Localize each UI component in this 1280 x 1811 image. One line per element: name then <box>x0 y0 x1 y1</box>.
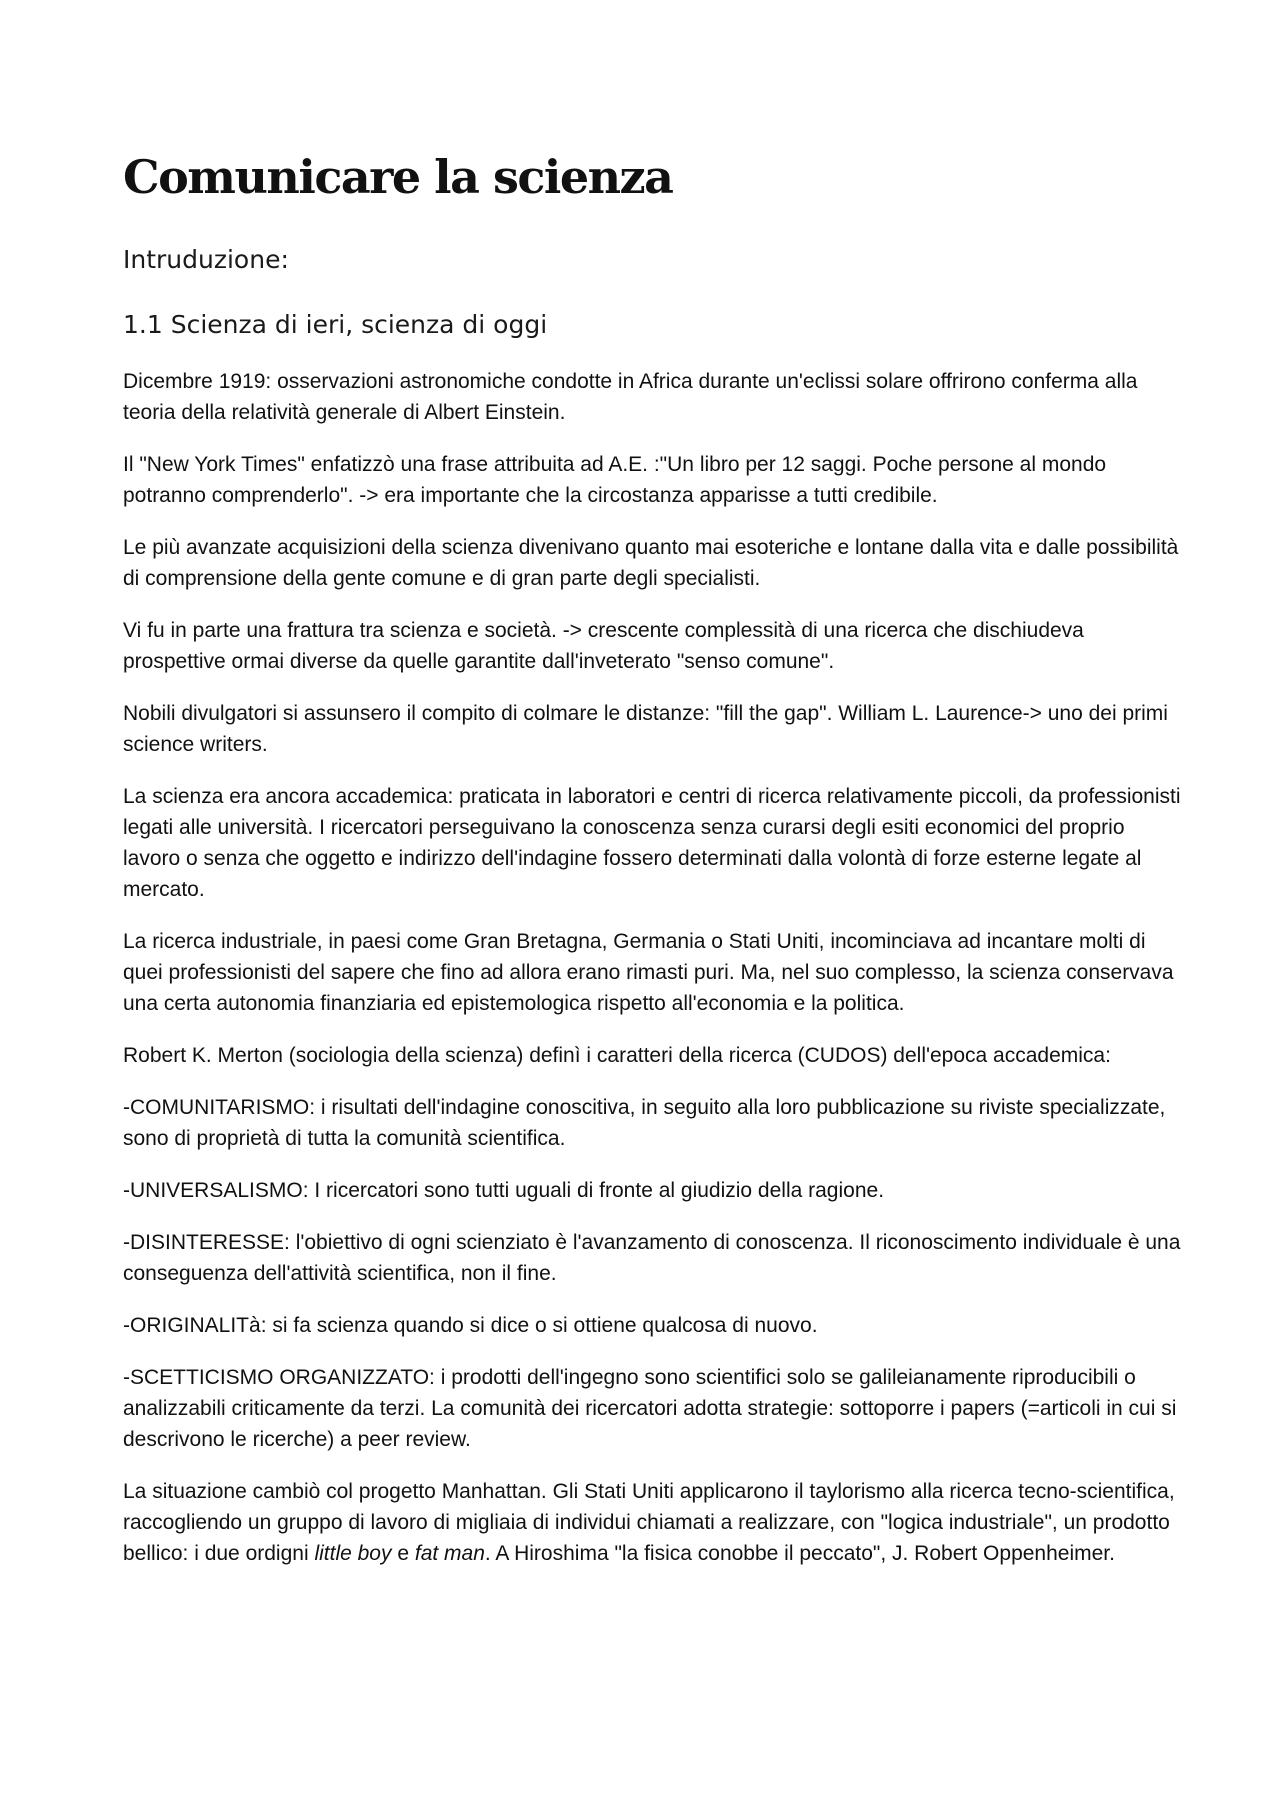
paragraph-comunitarismo: -COMUNITARISMO: i risultati dell'indagine conoscitiva, in seguito alla loro pubblicazione su riviste specializzate, sono di proprietà di tutta la comunità scientifica. <box>123 1096 1166 1150</box>
intro-heading: Intruduzione: <box>123 245 289 274</box>
paragraph-industrial-research: La ricerca industriale, in paesi come Gran Bretagna, Germania o Stati Uniti, incominciava ad incantare molti di quei professionisti del sapere che fino ad allora erano rimasti puri. Ma, nel suo complesso, la scienza conservava una certa autonomia finanziaria ed epistemologica rispetto all'economia e la politica. <box>123 930 1174 1015</box>
paragraph-scetticismo: -SCETTICISMO ORGANIZZATO: i prodotti dell'ingegno sono scientifici solo se galileianamente riproducibili o analizzabili criticamente da terzi. La comunità dei ricercatori adotta strategie: sottoporre i papers (=articoli in cui si descrivono le ricerche) a peer review. <box>123 1366 1177 1451</box>
little-boy-text: little boy <box>314 1542 392 1565</box>
paragraph-manhattan <box>123 1476 1183 1569</box>
manhattan-text-3: . A Hiroshima "la fisica conobbe il peccato", J. Robert Oppenheimer. <box>484 1542 1115 1565</box>
manhattan-text-1: La situazione cambiò col progetto Manhattan. Gli Stati Uniti applicarono il taylorismo alla ricerca tecno-scientifica, raccogliendo un gruppo di lavoro di migliaia di individui chiamati a realizzare, con "logica industriale", un prodotto bellico: i due ordigni <box>123 1480 1175 1565</box>
paragraph-esoteric-science: Le più avanzate acquisizioni della scienza divenivano quanto mai esoteriche e lontane dalla vita e dalle possibilità di comprensione della gente comune e di gran parte degli specialisti. <box>123 536 1179 590</box>
fat-man-text: fat man <box>414 1542 485 1565</box>
paragraph-new-york-times: Il "New York Times" enfatizzò una frase attribuita ad A.E. :"Un libro per 12 saggi. Poche persone al mondo potranno comprenderlo". -> era importante che la circostanza apparisse a tutti credibile. <box>123 453 1107 507</box>
section-heading: 1.1 Scienza di ieri, scienza di oggi <box>123 310 548 339</box>
manhattan-text-2: e <box>391 1542 415 1565</box>
paragraph-academic-science: La scienza era ancora accademica: praticata in laboratori e centri di ricerca relativamente piccoli, da professionisti legati alle università. I ricercatori perseguivano la conoscenza senza curarsi degli esiti economici del proprio lavoro o senza che oggetto e indirizzo dell'indagine fossero determinati dalla volontà di forze esterne legate al mercato. <box>123 785 1181 901</box>
paragraph-divulgators: Nobili divulgatori si assunsero il compito di colmare le distanze: "fill the gap". William L. Laurence-> uno dei primi science writers. <box>123 702 1168 756</box>
paragraph-eclipse: Dicembre 1919: osservazioni astronomiche condotte in Africa durante un'eclissi solare offrirono conferma alla teoria della relatività generale di Albert Einstein. <box>123 370 1138 424</box>
document-body <box>123 366 1183 1590</box>
document-title: Comunicare la scienza <box>123 150 673 204</box>
paragraph-universalismo: -UNIVERSALISMO: I ricercatori sono tutti uguali di fronte al giudizio della ragione. <box>123 1179 885 1202</box>
paragraph-fracture: Vi fu in parte una frattura tra scienza e società. -> crescente complessità di una ricerca che dischiudeva prospettive ormai diverse da quelle garantite dall'inveterato "senso comune". <box>123 619 1084 673</box>
paragraph-originalita: -ORIGINALITà: si fa scienza quando si dice o si ottiene qualcosa di nuovo. <box>123 1314 818 1337</box>
paragraph-disinteresse: -DISINTERESSE: l'obiettivo di ogni scienziato è l'avanzamento di conoscenza. Il riconoscimento individuale è una conseguenza dell'attività scientifica, non il fine. <box>123 1231 1181 1285</box>
paragraph-merton: Robert K. Merton (sociologia della scienza) definì i caratteri della ricerca (CUDOS) dell'epoca accademica: <box>123 1044 1111 1067</box>
